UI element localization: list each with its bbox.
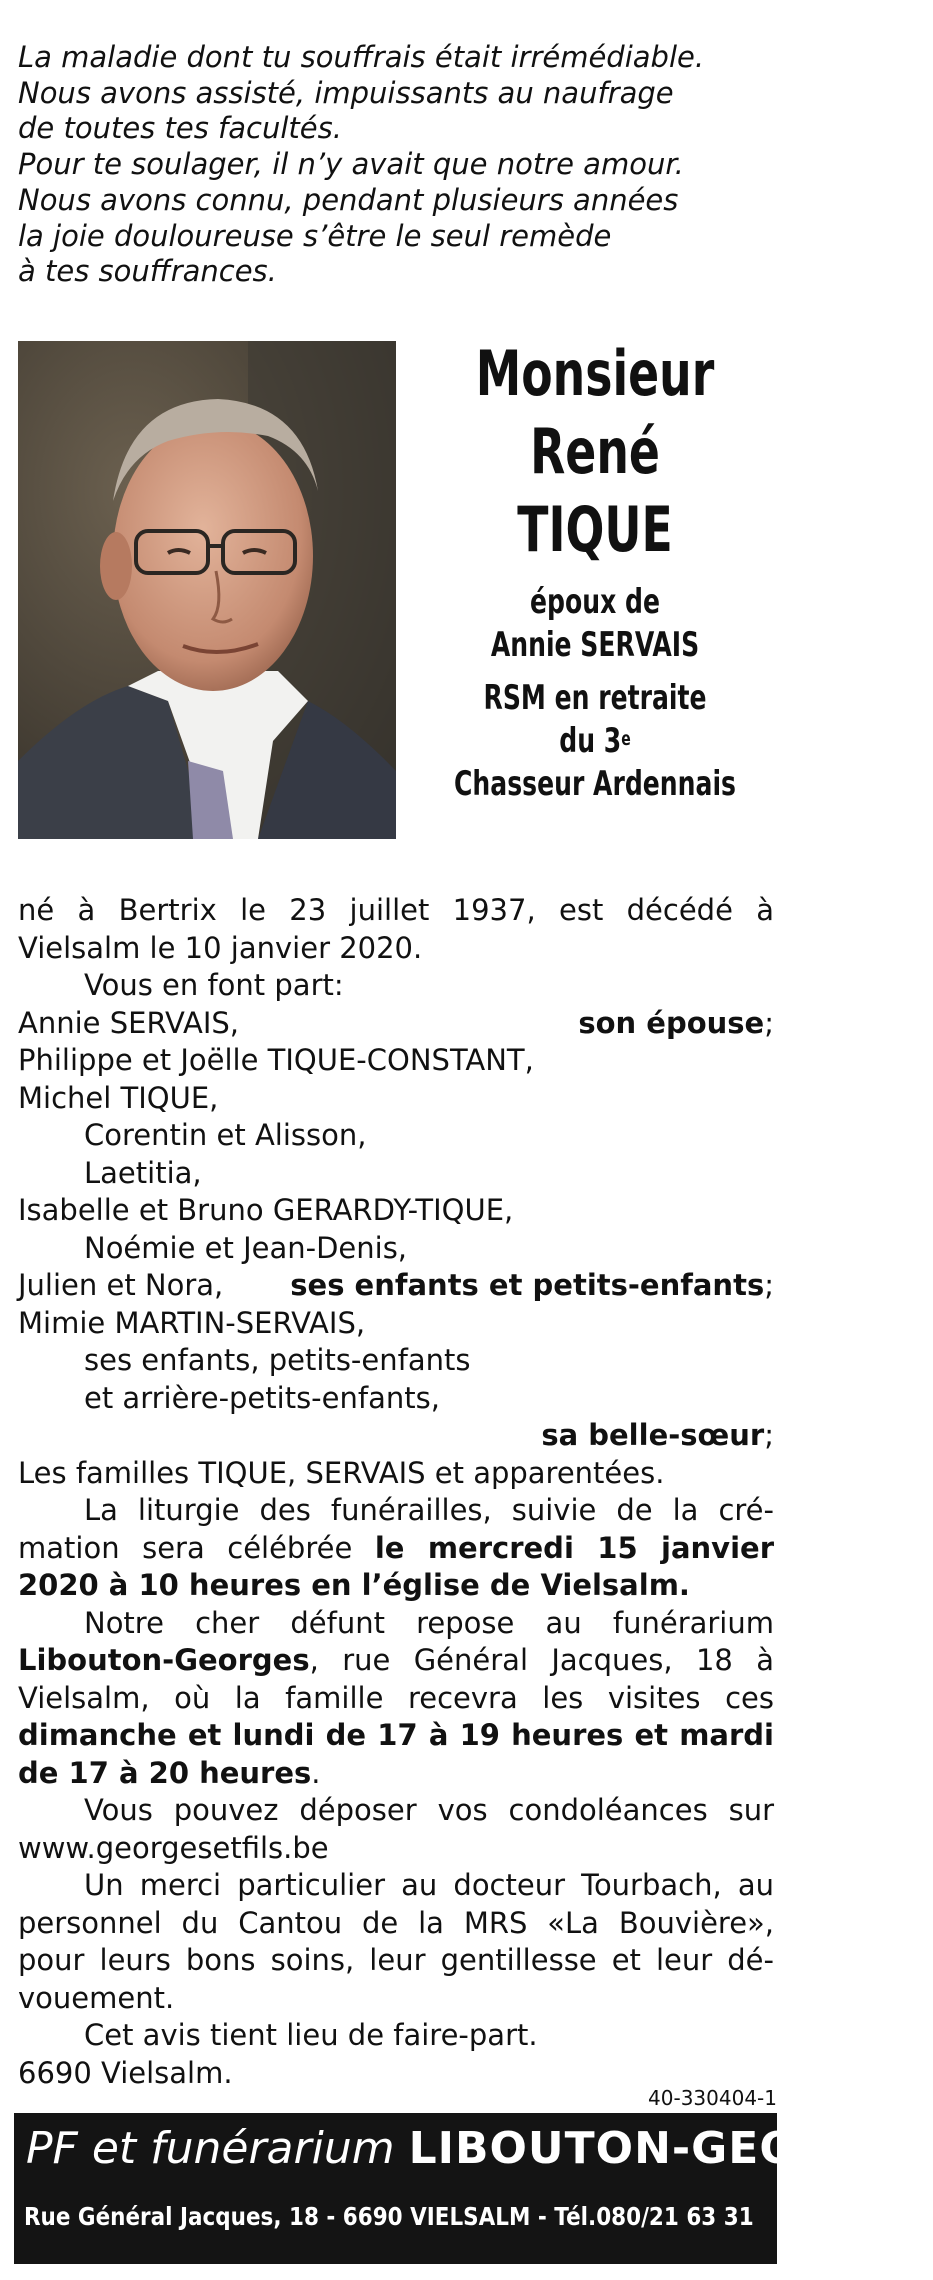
poem-line-4: Pour te soulager, il n’y avait que notre amour. (18, 147, 684, 182)
footer-prefix: PF et funérarium (26, 2123, 409, 2174)
birth-death-line: né à Bertrix le 23 juillet 1937, est décédé à Vielsalm le 10 janvier 2020. (18, 893, 774, 965)
visiting-hours: dimanche et lundi de 17 à 19 heures et mardi de 17 à 20 heures (18, 1718, 774, 1790)
poem-line-5: Nous avons connu, pendant plusieurs années (18, 182, 679, 217)
rest-text-2: , rue Général Jacques, 18 à Vielsalm, où la famille recevra les visites ces (18, 1643, 774, 1715)
semicolon: ; (764, 1268, 774, 1302)
children-role-wrap (290, 1267, 774, 1305)
semicolon: ; (764, 1418, 774, 1452)
family-line-1: Philippe et Joëlle TIQUE-CONSTANT, (18, 1043, 534, 1077)
funeral-home-footer (14, 2113, 933, 2264)
family-line-4: Julien et Nora, (18, 1268, 224, 1302)
spouse-name: Annie SERVAIS (490, 625, 700, 665)
notice-line: Cet avis tient lieu de faire-part. (84, 2018, 538, 2052)
portrait-photo (18, 341, 396, 839)
role: RSM en retraite (483, 678, 707, 718)
sil-role: sa belle-sœur (541, 1418, 765, 1452)
poem-line-7: à tes souffrances. (18, 254, 277, 289)
family-line-2: Michel TIQUE, (18, 1080, 219, 1115)
poem (18, 40, 778, 290)
reference-number: 40-330404-1 (648, 2086, 777, 2110)
rest-text-1: Notre cher défunt repose au funérarium (84, 1605, 774, 1640)
semicolon: ; (764, 1005, 774, 1040)
children-role: ses enfants et petits-enfants (290, 1268, 765, 1302)
spouse-role-wrap (578, 1005, 774, 1043)
sister-in-law-line: Mimie MARTIN-SERVAIS, (18, 1305, 366, 1340)
sil-role-row (18, 1417, 774, 1455)
grandkids-line-2: Laetitia, (84, 1155, 202, 1190)
family-line-3: Isabelle et Bruno GERARDY-TIQUE, (18, 1193, 514, 1227)
footer-title (26, 2121, 933, 2177)
unit-superscript: e (621, 728, 631, 750)
obituary-body (18, 892, 774, 2092)
children-row (18, 1267, 774, 1305)
rest-text-3: . (311, 1755, 321, 1790)
liturgy-text: La liturgie des funérailles, suivie de la crémation sera célébrée (18, 1493, 774, 1565)
poem-line-1: La maladie dont tu souffrais était irrémédiable. (18, 40, 705, 74)
grandkids-line-3: Noémie et Jean-Denis, (84, 1230, 408, 1265)
rest-paragraph (18, 1605, 774, 1793)
honorific: Monsieur (475, 337, 715, 410)
sil-children-line-2: et arrière-petits-enfants, (84, 1380, 440, 1415)
last-name: TIQUE (517, 493, 673, 566)
first-name: René (530, 415, 660, 488)
deceased-title-block (410, 335, 780, 806)
spouse-role: son épouse (578, 1005, 765, 1040)
liturgy-date: le mercredi 15 janvier 2020 à 10 heures en l’église de Vielsalm. (18, 1530, 774, 1602)
poem-line-2: Nous avons assisté, impuissants au naufrage (18, 75, 674, 110)
condolences-paragraph: Vous pouvez déposer vos condoléances sur www.georgesetfils.be (18, 1793, 774, 1865)
grandkids-line-1: Corentin et Alisson, (84, 1118, 367, 1152)
unit-prefix-text: du 3 (559, 721, 622, 761)
poem-line-3: de toutes tes facultés. (18, 111, 342, 146)
liturgy-paragraph (18, 1492, 774, 1605)
announce-line: Vous en font part: (84, 968, 344, 1002)
spouse-name-text: Annie SERVAIS, (18, 1005, 240, 1040)
families-line: Les familles TIQUE, SERVAIS et apparentées. (18, 1455, 665, 1490)
unit-prefix (443, 720, 746, 763)
thanks-paragraph: Un merci particulier au docteur Tourbach, au personnel du Cantou de la MRS «La Bouvière», pour leurs bons soins, leur gentillesse et leur dévouement. (18, 1868, 774, 2015)
poem-line-6: la joie douloureuse s’être le seul remède (18, 218, 612, 253)
unit-name: Chasseur Ardennais (454, 764, 736, 804)
funeral-home-name: Libouton-Georges (18, 1643, 310, 1677)
place-line: 6690 Vielsalm. (18, 2055, 233, 2090)
sil-children-line-1: ses enfants, petits-enfants (84, 1343, 471, 1377)
spouse-intro: époux de (530, 582, 660, 622)
portrait-illustration (18, 341, 396, 839)
footer-brand: LIBOUTON-GEORGES (408, 2123, 933, 2174)
spouse-row (18, 1005, 774, 1043)
footer-address: Rue Général Jacques, 18 - 6690 VIELSALM - Tél.080/21 63 31 (24, 2202, 754, 2231)
